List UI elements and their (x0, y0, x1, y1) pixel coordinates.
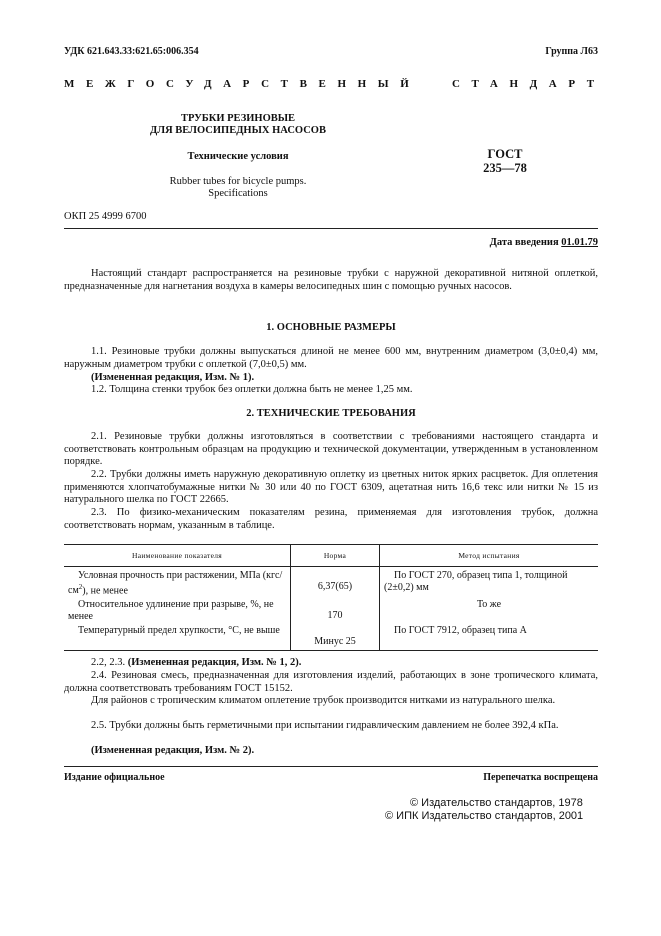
official-edition: Издание официальное (64, 772, 165, 783)
table-cell-method: То же (476, 599, 502, 611)
table-cell-method: По ГОСТ 7912, образец типа А (380, 622, 599, 650)
table-cell-name: Условная прочность при растяжении, МПа $(кгс/см^2)$, не менее (64, 567, 291, 597)
table-row (64, 567, 598, 597)
section-2-5-note: (Измененная редакция, Изм. № 2). (91, 745, 255, 756)
intro-date (380, 237, 598, 250)
section-1-heading: 1. ОСНОВНЫЕ РАЗМЕРЫ (266, 322, 396, 333)
title-en-2: Specifications (208, 188, 268, 199)
properties-table (64, 544, 598, 651)
footer-divider (64, 766, 598, 767)
banner-interstate: МЕЖГОСУДАРСТВЕННЫЙ (64, 78, 421, 90)
intro-paragraph: Настоящий стандарт распространяется на резиновые трубки с наружной декоративной нитяной оплеткой, предназначенные для нагнетания воздуха в камеры велосипедных шин с помощью ручных насосов. (64, 268, 598, 292)
section-1-1-note: (Измененная редакция, Изм. № 1). (91, 372, 255, 383)
table-cell-name: Температурный предел хрупкости, °С, не выше (64, 622, 291, 650)
section-1-1: 1.1. Резиновые трубки должны выпускаться длиной не менее 600 мм, внутренним диаметром (3,0±0,4) мм, наружным диаметром трубки с оплеткой (7,0±0,5) мм. (64, 346, 598, 370)
section-1-2: 1.2. Толщина стенки трубок без оплетки должна быть не менее 1,25 мм. (91, 384, 413, 395)
copyright-2001: © ИПК Издательство стандартов, 2001 (385, 810, 584, 822)
table-header-method: Метод испытания (380, 545, 599, 567)
table-header-row (64, 545, 598, 567)
title-en-1: Rubber tubes for bicycle pumps. (169, 176, 307, 187)
section-2-4-tropical: Для районов с тропическим климатом оплетение трубок производится нитками из натурального шелка. (91, 695, 556, 706)
intro-date-value: 01.01.79 (561, 237, 598, 248)
table-header-name: Наименование показателя (64, 545, 291, 567)
gost-number: 235—78 (483, 161, 527, 175)
intro-date-label: Дата введения (489, 237, 559, 248)
section-2-1: 2.1. Резиновые трубки должны изготовляться в соответствии с требованиями настоящего стандарта и соответствовать контрольным образцам на продукцию и технической документации, утвержденным в установленном порядке. (64, 431, 598, 468)
table-row (64, 596, 598, 622)
section-2-3: 2.3. По физико-механическим показателям резина, применяемая для изготовления трубок, должна соответствовать нормам, указанным в таблице. (64, 507, 598, 531)
banner-standard: СТАНДАРТ (452, 78, 606, 90)
title-line-1: ТРУБКИ РЕЗИНОВЫЕ (180, 113, 296, 124)
reprint-prohibited: Перепечатка воспрещена (483, 772, 598, 783)
amendment-2-2-2-3: 2.2, 2.3. (Измененная редакция, Изм. № 1, 2). (91, 657, 302, 668)
section-2-5: 2.5. Трубки должны быть герметичными при испытании гидравлическим давлением не более 392,4 кПа. (91, 720, 559, 731)
section-2-heading: 2. ТЕХНИЧЕСКИЕ ТРЕБОВАНИЯ (246, 408, 416, 419)
table-cell-method: По ГОСТ 270, образец типа 1, толщиной (2±0,2) мм (384, 570, 568, 593)
okp-code: ОКП 25 4999 6700 (64, 211, 147, 222)
section-2-4: 2.4. Резиновая смесь, предназначенная для изготовления изделий, работающих в зоне тропического климата, должна соответствовать требованиям ГОСТ 15152. (64, 670, 598, 694)
table-cell-norm: 170 (291, 596, 380, 622)
udk-code: УДК 621.643.33:621.65:006.354 (64, 46, 199, 57)
table-row (64, 622, 598, 650)
table-cell-name: Относительное удлинение при разрыве, %, не менее (64, 596, 291, 622)
table-header-norm: Норма (291, 545, 380, 567)
title-line-2: ДЛЯ ВЕЛОСИПЕДНЫХ НАСОСОВ (150, 125, 326, 136)
section-2-2: 2.2. Трубки должны иметь наружную декоративную оплетку из цветных ниток ярких расцветок. Для оплетения применяются хлопчатобумажные нитки № 30 или 40 по ГОСТ 6309, ацетатная нить 16,6 текс или нитки № 15 из натурального шелка по ГОСТ 22665. (64, 469, 598, 506)
table-cell-norm: Минус 25 (291, 622, 380, 650)
title-divider (64, 228, 598, 229)
group-code: Группа Л63 (545, 46, 598, 57)
copyright-1978: © Издательство стандартов, 1978 (410, 797, 583, 809)
gost-label: ГОСТ (487, 147, 523, 161)
table-cell-norm: 6,37(65) (291, 567, 380, 597)
title-subtitle: Технические условия (187, 151, 289, 162)
